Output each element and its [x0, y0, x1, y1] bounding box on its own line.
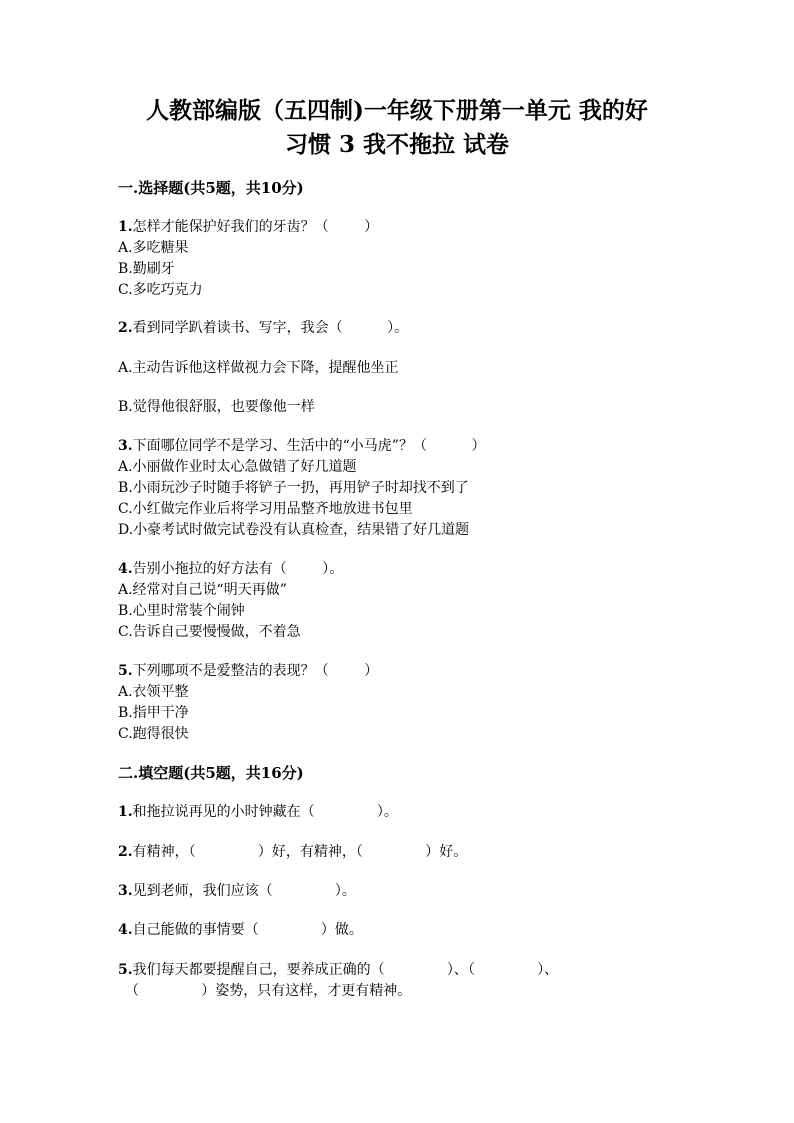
question-text: [118, 436, 485, 456]
option-b: B.心里时常装个闹钟: [118, 603, 245, 619]
option-b: B.小雨玩沙子时随手将铲子一扔，再用铲子时却找不到了: [118, 480, 469, 496]
question-stem: 下列哪项不是爱整洁的表现？（ ）: [132, 663, 379, 679]
option-c: C.多吃巧克力: [118, 282, 203, 298]
question-number: 4.: [118, 922, 133, 938]
option-d: D.小豪考试时做完试卷没有认真检查，结果错了好几道题: [118, 522, 470, 538]
page-title-line-1: 人教部编版（五四制)一年级下册第一单元 我的好: [146, 97, 648, 124]
question-text: [118, 559, 343, 579]
section-heading-fill-blank: 二.填空题(共5题，共16分): [118, 764, 304, 782]
option-a: A.衣领平整: [118, 684, 189, 700]
question-stem: 我们每天都要提醒自己，要养成正确的（ ）、（ ）、: [132, 962, 559, 978]
question-stem: 有精神，（ ）好，有精神，（ ）好。: [132, 844, 468, 860]
fill-question-1: [118, 802, 398, 822]
option-c: C.告诉自己要慢慢做，不着急: [118, 624, 301, 640]
fill-question-5: [118, 960, 558, 980]
question-text: [118, 661, 378, 681]
question-stem: 自己能做的事情要（ ）做。: [132, 922, 363, 938]
option-a: A.小丽做作业时太心急做错了好几道题: [118, 459, 357, 475]
option-c: C.跑得很快: [118, 726, 189, 742]
question-stem: 告别小拖拉的好方法有（ ）。: [132, 561, 344, 577]
question-number: 5.: [118, 663, 133, 679]
question-number: 1.: [118, 804, 133, 820]
question-stem: 下面哪位同学不是学习、生活中的“小马虎”？（ ）: [132, 438, 486, 454]
option-a: A.主动告诉他这样做视力会下降，提醒他坐正: [118, 360, 399, 376]
option-b: B.指甲干净: [118, 705, 189, 721]
question-stem: 见到老师，我们应该（ ）。: [132, 883, 356, 899]
page-title-line-2: 习惯 3 我不拖拉 试卷: [284, 131, 510, 158]
section-heading-choice: 一.选择题(共5题，共10分): [118, 179, 304, 197]
question-number: 1.: [118, 219, 133, 235]
fill-question-2: [118, 842, 467, 862]
question-stem: 和拖拉说再见的小时钟藏在（ ）。: [132, 804, 398, 820]
fill-question-4: [118, 920, 363, 940]
question-number: 4.: [118, 561, 133, 577]
question-number: 5.: [118, 962, 133, 978]
option-a: A.经常对自己说“明天再做”: [118, 582, 287, 598]
fill-question-3: [118, 881, 356, 901]
option-a: A.多吃糖果: [118, 240, 189, 256]
option-b: B.勤刷牙: [118, 261, 175, 277]
fill-question-5-continued: （ ）姿势，只有这样，才更有精神。: [125, 983, 412, 999]
question-number: 2.: [118, 320, 133, 336]
question-stem: 看到同学趴着读书、写字，我会（ ）。: [132, 320, 409, 336]
question-text: [118, 318, 408, 338]
question-number: 3.: [118, 438, 133, 454]
option-b: B.觉得他很舒服，也要像他一样: [118, 399, 315, 415]
question-number: 2.: [118, 844, 133, 860]
question-stem: 怎样才能保护好我们的牙齿？（ ）: [132, 219, 379, 235]
option-c: C.小红做完作业后将学习用品整齐地放进书包里: [118, 501, 413, 517]
question-text: [118, 217, 378, 237]
question-number: 3.: [118, 883, 133, 899]
